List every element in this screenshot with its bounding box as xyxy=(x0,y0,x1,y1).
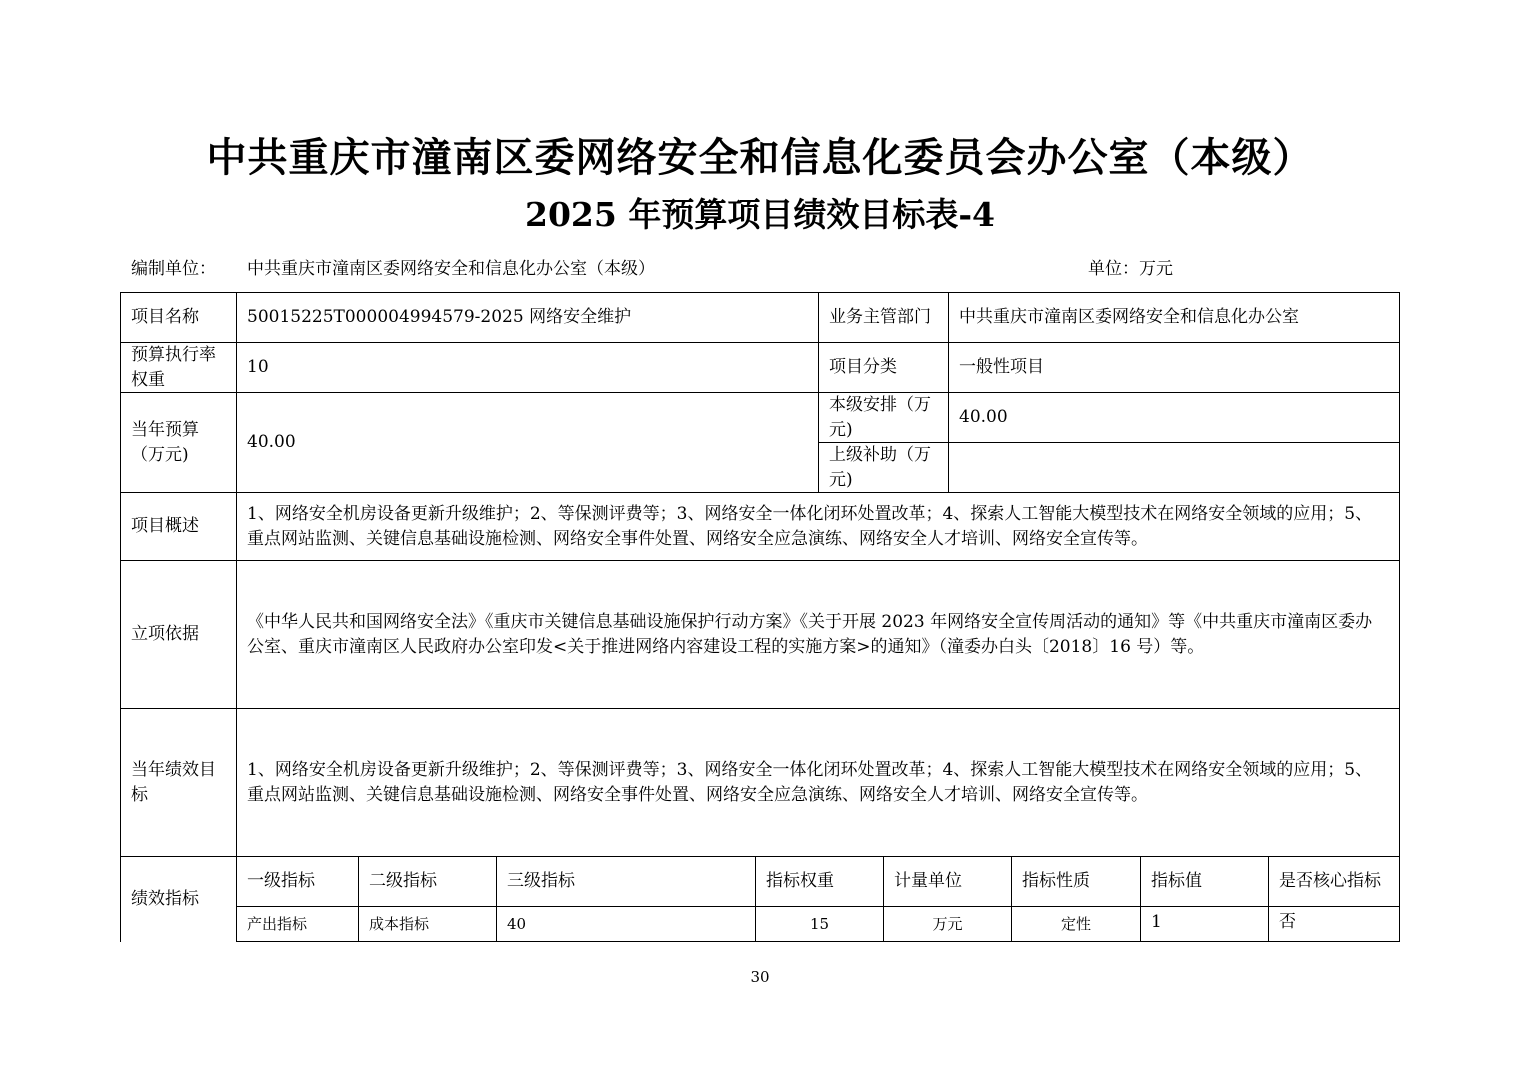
exec-rate-value: 10 xyxy=(247,357,269,377)
indicator-cell: 40 xyxy=(507,914,527,933)
indicator-cell: 否 xyxy=(1279,911,1296,932)
indicator-cell: 15 xyxy=(809,914,830,933)
dept-label: 业务主管部门 xyxy=(829,307,931,327)
upper-subsidy-label: 上级补助（万元) xyxy=(829,444,931,490)
indicator-cell: 1 xyxy=(1151,911,1162,932)
indicator-header: 计量单位 xyxy=(894,871,962,891)
table-border-bottom xyxy=(236,941,1400,942)
dept-value: 中共重庆市潼南区委网络安全和信息化办公室 xyxy=(959,307,1299,327)
basis-value: 《中华人民共和国网络安全法》《重庆市关键信息基础设施保护行动方案》《关于开展 2023 年网络安全宣传周活动的通知》等《中共重庆市潼南区委办公室、重庆市潼南区人民政府办公室印发<关于推进网络内容建设工程的实施方案>的通知》（潼委办白头〔2018〕16 号）等。 xyxy=(247,611,1373,657)
table-border-right xyxy=(1399,292,1400,942)
indicator-cell: 定性 xyxy=(1060,914,1091,933)
indicator-header: 指标权重 xyxy=(766,871,834,891)
local-arrangement-label: 本级安排（万元) xyxy=(829,394,931,440)
upper-subsidy-value xyxy=(949,443,1399,492)
category-value: 一般性项目 xyxy=(959,357,1044,377)
page-title: 中共重庆市潼南区委网络安全和信息化委员会办公室（本级） xyxy=(206,135,1314,181)
compiling-unit-label: 编制单位： xyxy=(131,259,216,279)
compiling-unit-value: 中共重庆市潼南区委网络安全和信息化办公室（本级） xyxy=(247,259,655,279)
money-unit: 单位：万元 xyxy=(1088,259,1173,279)
indicator-header: 一级指标 xyxy=(247,871,315,891)
page-subtitle: 2025 年预算项目绩效目标表-4 xyxy=(525,195,995,234)
overview-label: 项目概述 xyxy=(131,516,199,536)
budget-label: 当年预算（万元) xyxy=(131,419,199,465)
basis-label: 立项依据 xyxy=(131,624,199,644)
indicator-header: 指标性质 xyxy=(1022,871,1090,891)
budget-value: 40.00 xyxy=(247,432,296,452)
goal-value: 1、网络安全机房设备更新升级维护；2、等保测评费等；3、网络安全一体化闭环处置改革；4、探索人工智能大模型技术在网络安全领域的应用；5、重点网站监测、关键信息基础设施检测、网络安全事件处置、网络安全应急演练、网络安全人才培训、网络安全宣传等。 xyxy=(247,759,1373,805)
indicator-header: 是否核心指标 xyxy=(1279,871,1381,891)
indicator-cell: 万元 xyxy=(932,914,963,933)
project-name-label: 项目名称 xyxy=(131,307,199,327)
category-label: 项目分类 xyxy=(829,357,897,377)
indicator-cell: 产出指标 xyxy=(247,914,308,933)
indicator-header: 三级指标 xyxy=(507,871,575,891)
project-name-value: 50015225T000004994579-2025 网络安全维护 xyxy=(247,307,632,327)
goal-label: 当年绩效目标 xyxy=(131,759,216,805)
indicator-cell: 成本指标 xyxy=(369,914,430,933)
indicator-header: 二级指标 xyxy=(369,871,437,891)
page-number: 30 xyxy=(750,968,770,986)
indicator-header: 指标值 xyxy=(1151,871,1202,891)
exec-rate-label: 预算执行率权重 xyxy=(131,344,216,390)
overview-value: 1、网络安全机房设备更新升级维护；2、等保测评费等；3、网络安全一体化闭环处置改革；4、探索人工智能大模型技术在网络安全领域的应用；5、重点网站监测、关键信息基础设施检测、网络安全事件处置、网络安全应急演练、网络安全人才培训、网络安全宣传等。 xyxy=(247,503,1373,549)
local-arrangement-value: 40.00 xyxy=(959,407,1008,427)
indicators-label: 绩效指标 xyxy=(131,889,199,909)
